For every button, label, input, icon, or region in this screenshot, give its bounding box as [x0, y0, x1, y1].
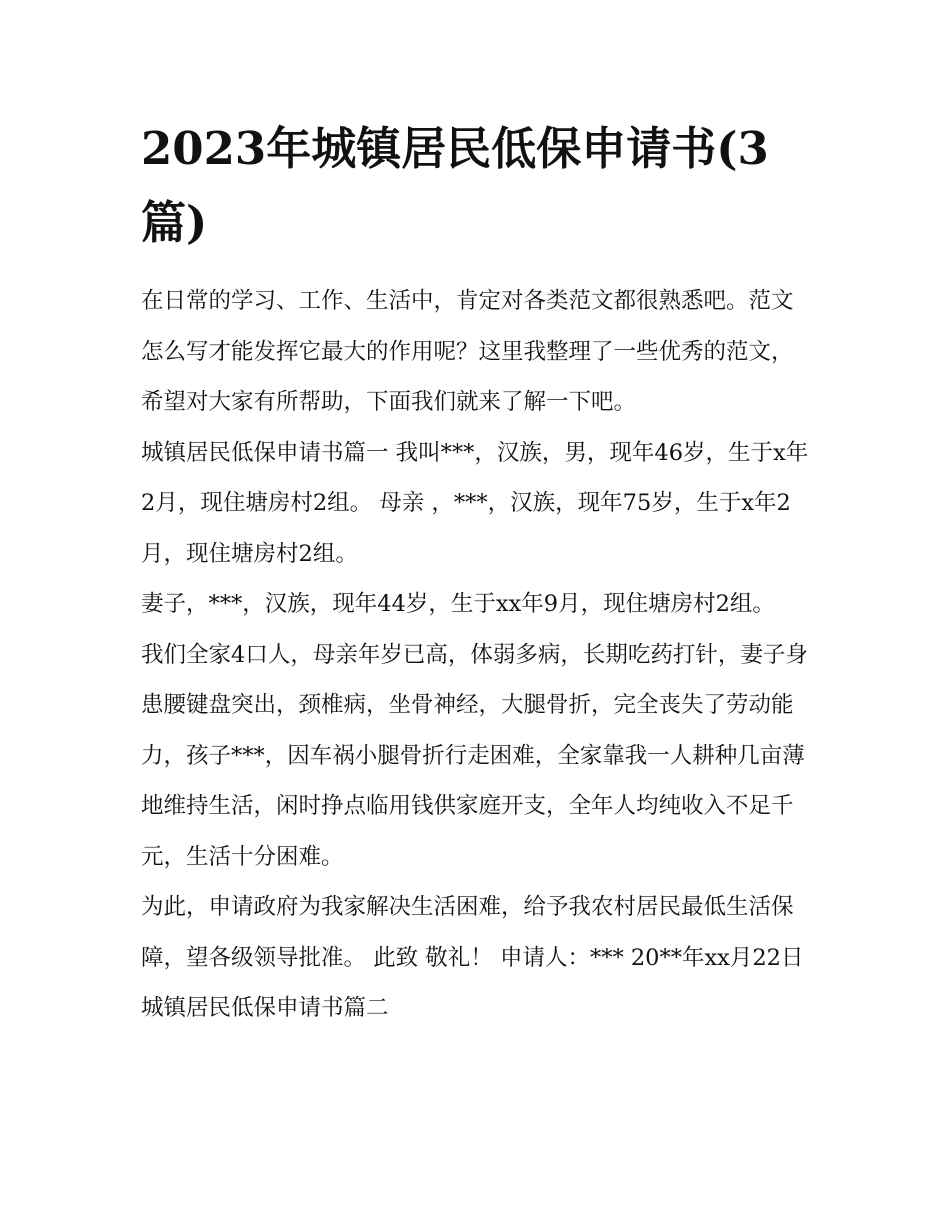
document-body: [141, 276, 813, 1034]
document-title: 2023年城镇居民低保申请书(3篇): [141, 122, 769, 249]
paragraph-family-situation: 我们全家4口人，母亲年岁已高，体弱多病，长期吃药打针，妻子身患腰键盘突出，颈椎病，坐骨神经，大腿骨折，完全丧失了劳动能力，孩子***，因车祸小腿骨折行走困难，全家靠我一人耕种几亩薄地维持生活，闲时挣点临用钱供家庭开支，全年人均纯收入不足千元，生活十分困难。: [141, 641, 808, 870]
document-page: [141, 112, 813, 1034]
paragraph-applicant-info: 城镇居民低保申请书篇一 我叫***，汉族，男，现年46岁，生于x年2月，现住塘房村2组。 母亲 ，***，汉族，现年75岁，生于x年2月，现住塘房村2组。: [141, 439, 809, 567]
paragraph-wife-info: 妻子，***，汉族，现年44岁，生于xx年9月，现住塘房村2组。: [141, 591, 775, 617]
paragraph-request-closing: 为此，申请政府为我家解决生活困难，给予我农村居民最低生活保障，望各级领导批准。 此致 敬礼！ 申请人：*** 20**年xx月22日 城镇居民低保申请书篇二: [141, 894, 804, 1021]
paragraph-intro: 在日常的学习、工作、生活中，肯定对各类范文都很熟悉吧。范文怎么写才能发挥它最大的作用呢？这里我整理了一些优秀的范文，希望对大家有所帮助，下面我们就来了解一下吧。: [141, 288, 794, 415]
